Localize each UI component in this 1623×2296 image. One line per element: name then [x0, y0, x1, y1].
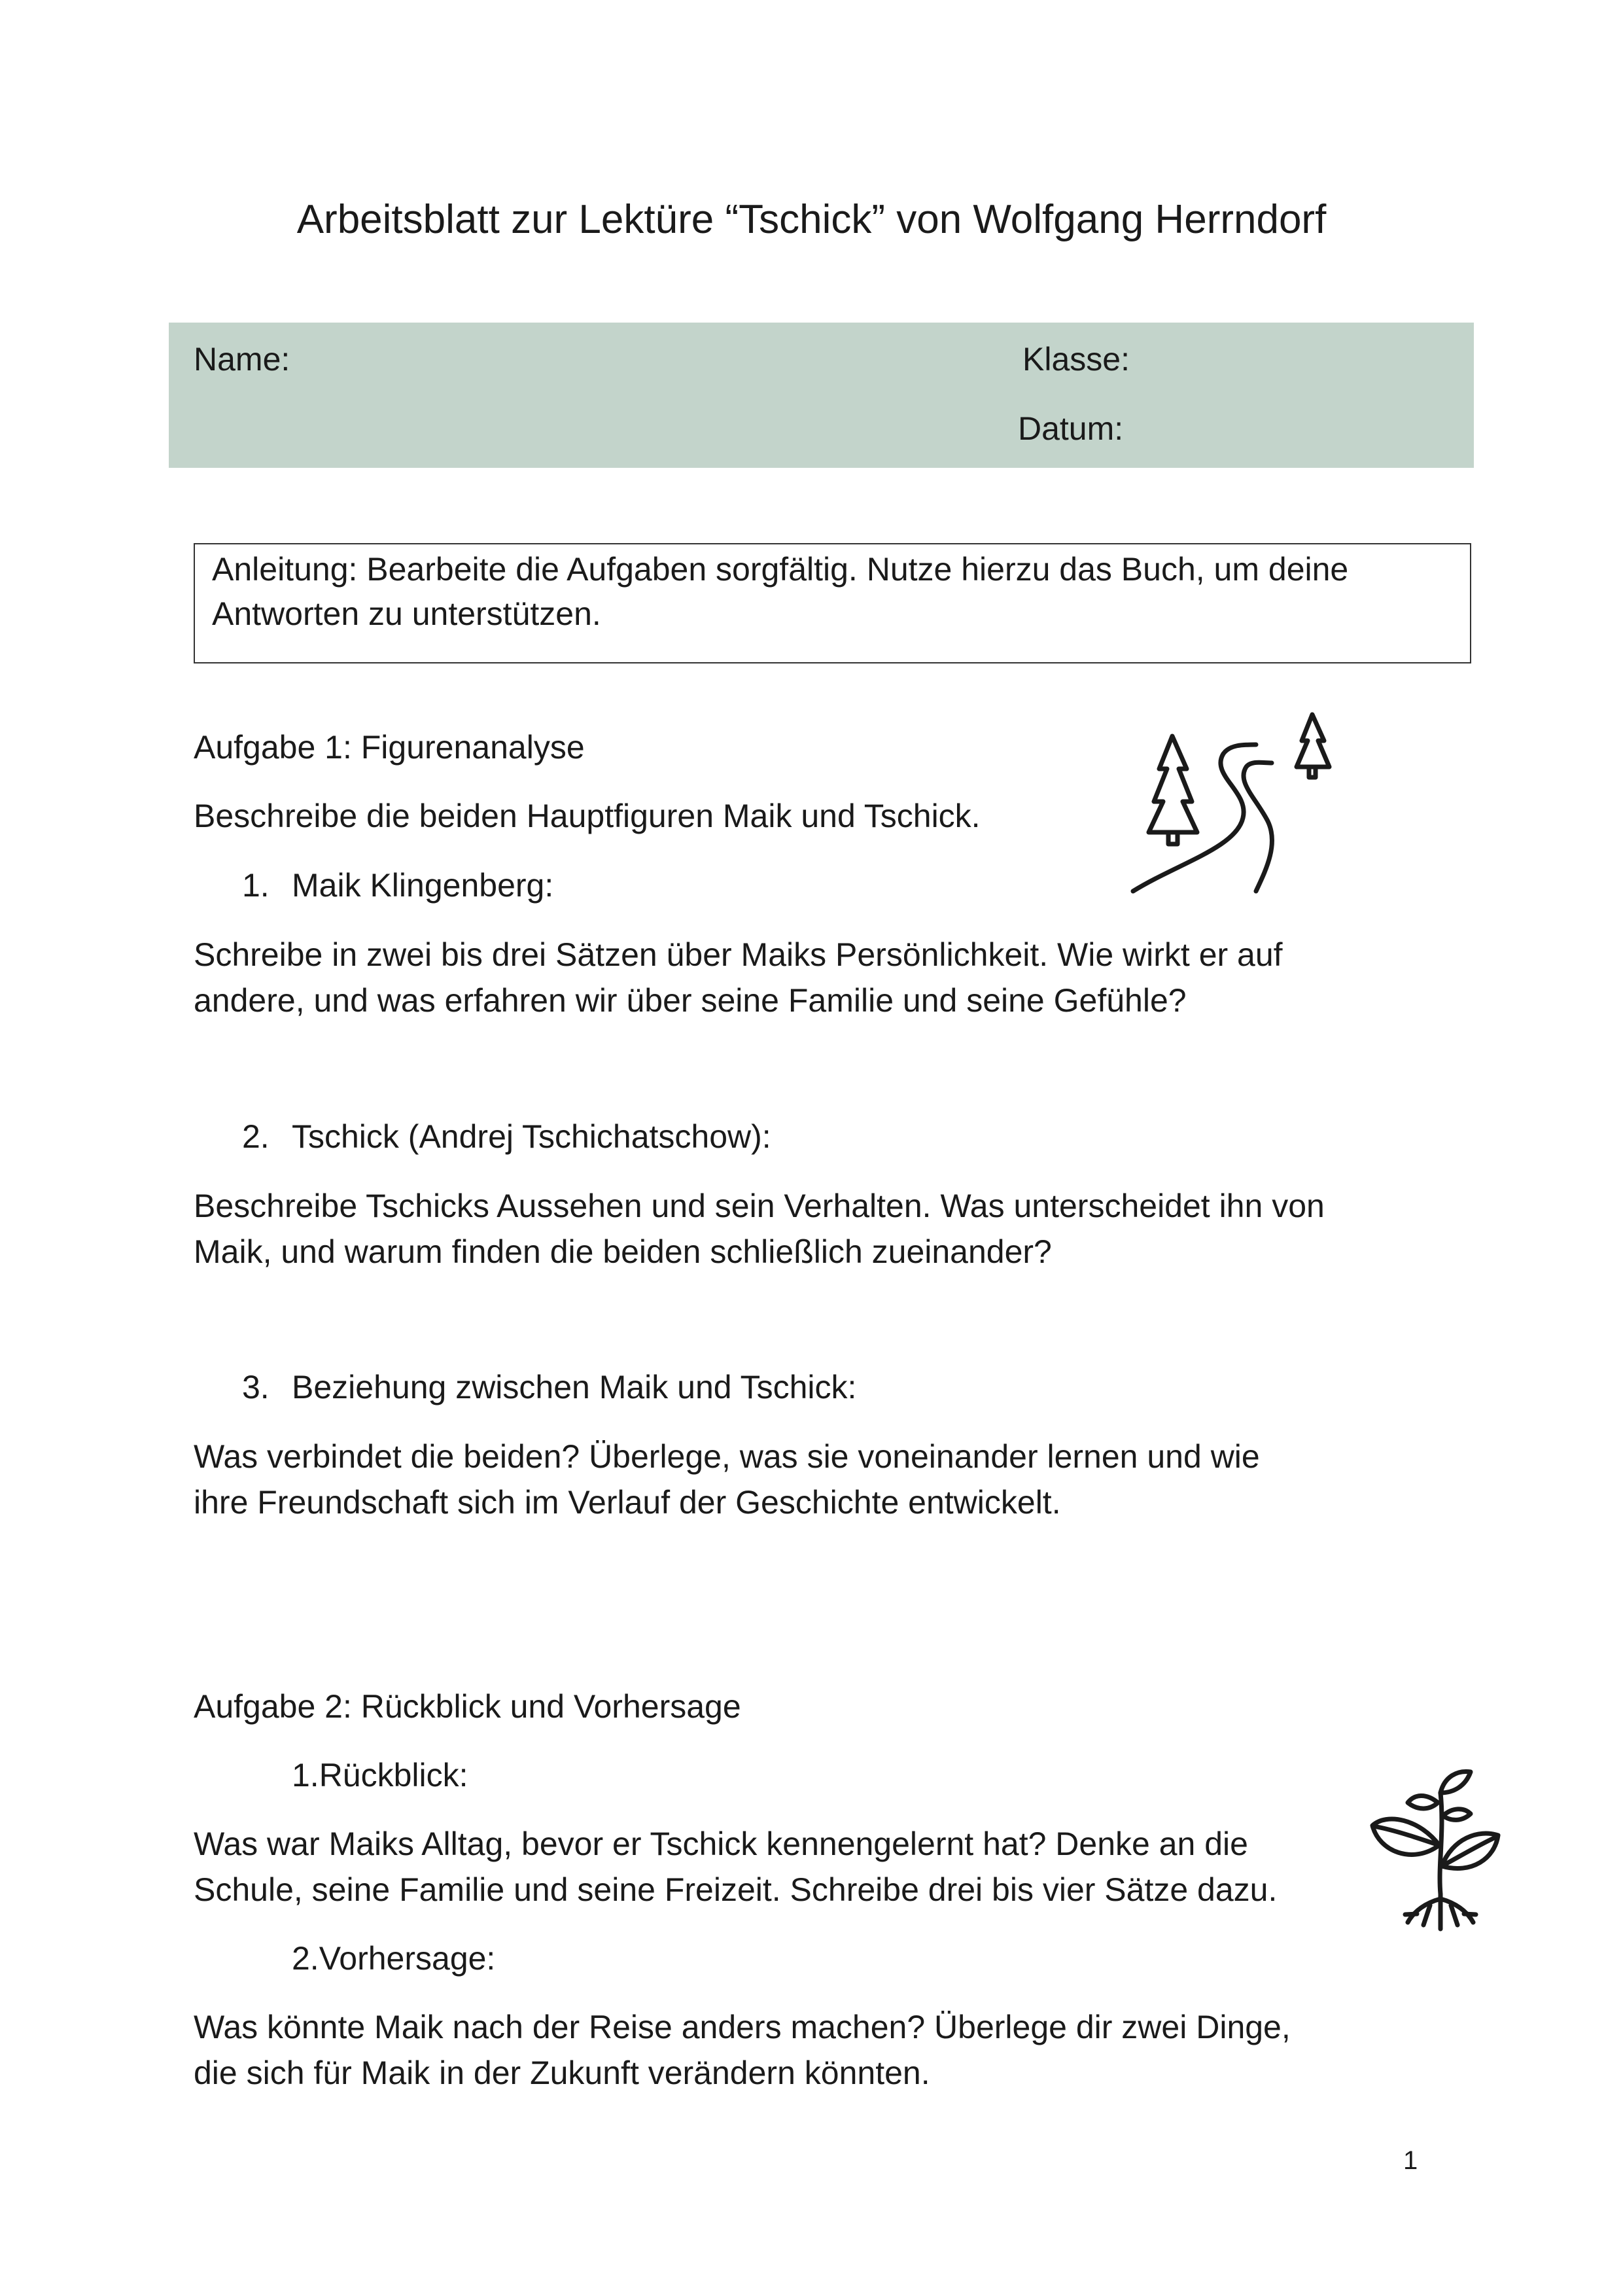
- klasse-label: Klasse:: [1022, 341, 1130, 378]
- task1-item2-text-line1: Beschreibe Tschicks Aussehen und sein Verhalten. Was unterscheidet ihn von: [194, 1188, 1325, 1224]
- task1-item1-number: 1.: [242, 867, 270, 904]
- task2-item1-text-line1: Was war Maiks Alltag, bevor er Tschick kennengelernt hat? Denke an die: [194, 1826, 1248, 1862]
- task1-heading: Aufgabe 1: Figurenanalyse: [194, 729, 585, 766]
- task2-item2-label: 2.Vorhersage:: [292, 1940, 496, 1977]
- road-with-trees-icon: [1125, 707, 1348, 903]
- task1-item1-text-line1: Schreibe in zwei bis drei Sätzen über Maiks Persönlichkeit. Wie wirkt er auf: [194, 936, 1283, 973]
- instruction-box: Anleitung: Bearbeite die Aufgaben sorgfältig. Nutze hierzu das Buch, um deine Antworten zu unterstützen.: [194, 543, 1471, 663]
- datum-label: Datum:: [1018, 410, 1124, 447]
- task1-item3-number: 3.: [242, 1369, 270, 1405]
- task2-item2-text-line1: Was könnte Maik nach der Reise anders machen? Überlege dir zwei Dinge,: [194, 2009, 1291, 2045]
- task1-item3-text-line2: ihre Freundschaft sich im Verlauf der Geschichte entwickelt.: [194, 1484, 1061, 1521]
- task1-item3-text-line1: Was verbindet die beiden? Überlege, was sie voneinander lernen und wie: [194, 1438, 1260, 1475]
- page-number: 1: [1403, 2146, 1418, 2175]
- task2-item2-text-line2: die sich für Maik in der Zukunft verändern könnten.: [194, 2055, 930, 2091]
- sprouting-plant-icon: [1367, 1754, 1505, 1937]
- task2-item1-text-line2: Schule, seine Familie und seine Freizeit. Schreibe drei bis vier Sätze dazu.: [194, 1871, 1278, 1908]
- student-info-box: [169, 323, 1474, 468]
- task1-item1-text-line2: andere, und was erfahren wir über seine Familie und seine Gefühle?: [194, 982, 1187, 1019]
- worksheet-title: Arbeitsblatt zur Lektüre “Tschick” von Wolfgang Herrndorf: [296, 197, 1327, 242]
- task2-item1-label: 1.Rückblick:: [292, 1757, 468, 1793]
- task1-item1-label: Maik Klingenberg:: [292, 867, 554, 904]
- task1-intro: Beschreibe die beiden Hauptfiguren Maik und Tschick.: [194, 798, 981, 834]
- task1-item2-label: Tschick (Andrej Tschichatschow):: [292, 1118, 771, 1155]
- task1-item3-label: Beziehung zwischen Maik und Tschick:: [292, 1369, 857, 1405]
- task2-heading: Aufgabe 2: Rückblick und Vorhersage: [194, 1688, 741, 1725]
- task1-item2-text-line2: Maik, und warum finden die beiden schließlich zueinander?: [194, 1233, 1052, 1270]
- task1-item2-number: 2.: [242, 1118, 270, 1155]
- name-label: Name:: [194, 341, 290, 378]
